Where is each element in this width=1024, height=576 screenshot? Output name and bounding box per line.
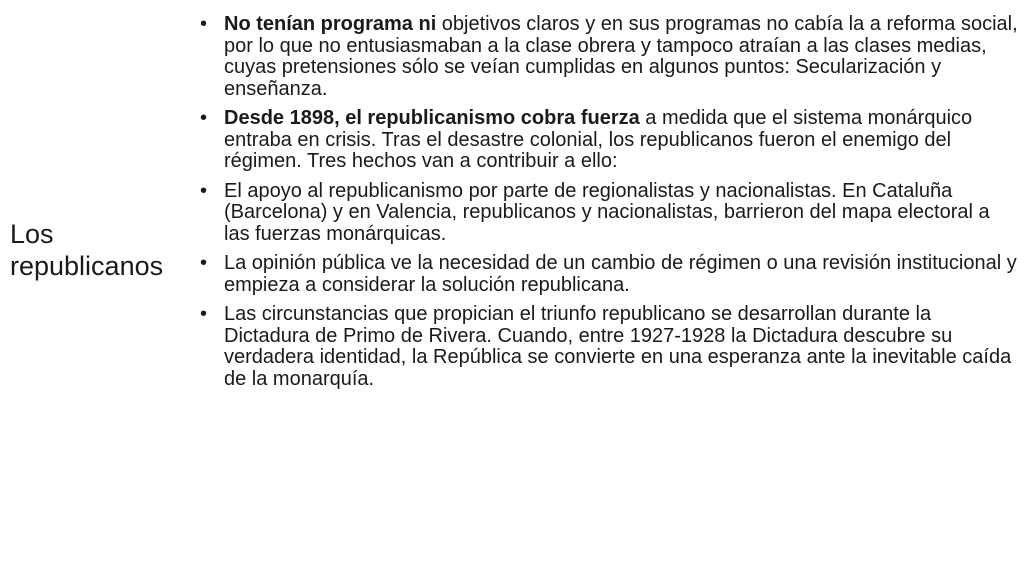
bullet-item-3 [200, 181, 1018, 246]
bullet-icon: • [200, 179, 208, 202]
bullet-bold-text: Desde 1898, el republicanismo cobra fuerza [224, 107, 640, 129]
bullet-body-text: El apoyo al republicanismo por parte de regionalistas y nacionalistas. En Cataluña (Barcelona) y en Valencia, republicanos y nacionalistas, barrieron del mapa electoral a las fuerzas monárquicas. [224, 179, 990, 245]
bullet-icon: • [200, 252, 208, 274]
bullet-list [200, 14, 1018, 398]
bullet-bold-text: No tenían programa ni [224, 13, 437, 35]
bullet-text [224, 13, 1018, 100]
bullet-icon: • [200, 303, 208, 325]
bullet-item-5 [200, 304, 1018, 390]
bullet-icon: • [200, 13, 208, 35]
bullet-icon: • [200, 107, 208, 129]
bullet-text [224, 303, 1011, 390]
bullet-body-text: Las circunstancias que propician el triunfo republicano se desarrollan durante la Dictadura de Primo de Rivera. Cuando, entre 1927-1928 la Dictadura descubre su verdadera identidad, la República se convierte en una esperanza ante la inevitable caída de la monarquía. [224, 303, 1012, 390]
slide-title: Los republicanos [10, 219, 164, 281]
bullet-text [224, 252, 1017, 296]
bullet-text [224, 107, 972, 172]
bullet-body-text: objetivos claros y en sus programas no cabía la a reforma social, por lo que no entusiasmaban a la clase obrera y tampoco atraían a las clases medias, cuyas pretensiones sólo se veían cumplidas en algunos puntos: Secularización y enseñanza. [224, 13, 1018, 100]
bullet-item-1 [200, 14, 1018, 100]
bullet-item-4 [200, 253, 1018, 296]
bullet-item-2 [200, 108, 1018, 173]
bullet-body-text: La opinión pública ve la necesidad de un cambio de régimen o una revisión institucional y empieza a considerar la solución republicana. [224, 252, 1017, 296]
bullet-body-text: a medida que el sistema monárquico entraba en crisis. Tras el desastre colonial, los republicanos fueron el enemigo del régimen. Tres hechos van a contribuir a ello: [224, 107, 973, 172]
bullet-text [224, 180, 990, 245]
